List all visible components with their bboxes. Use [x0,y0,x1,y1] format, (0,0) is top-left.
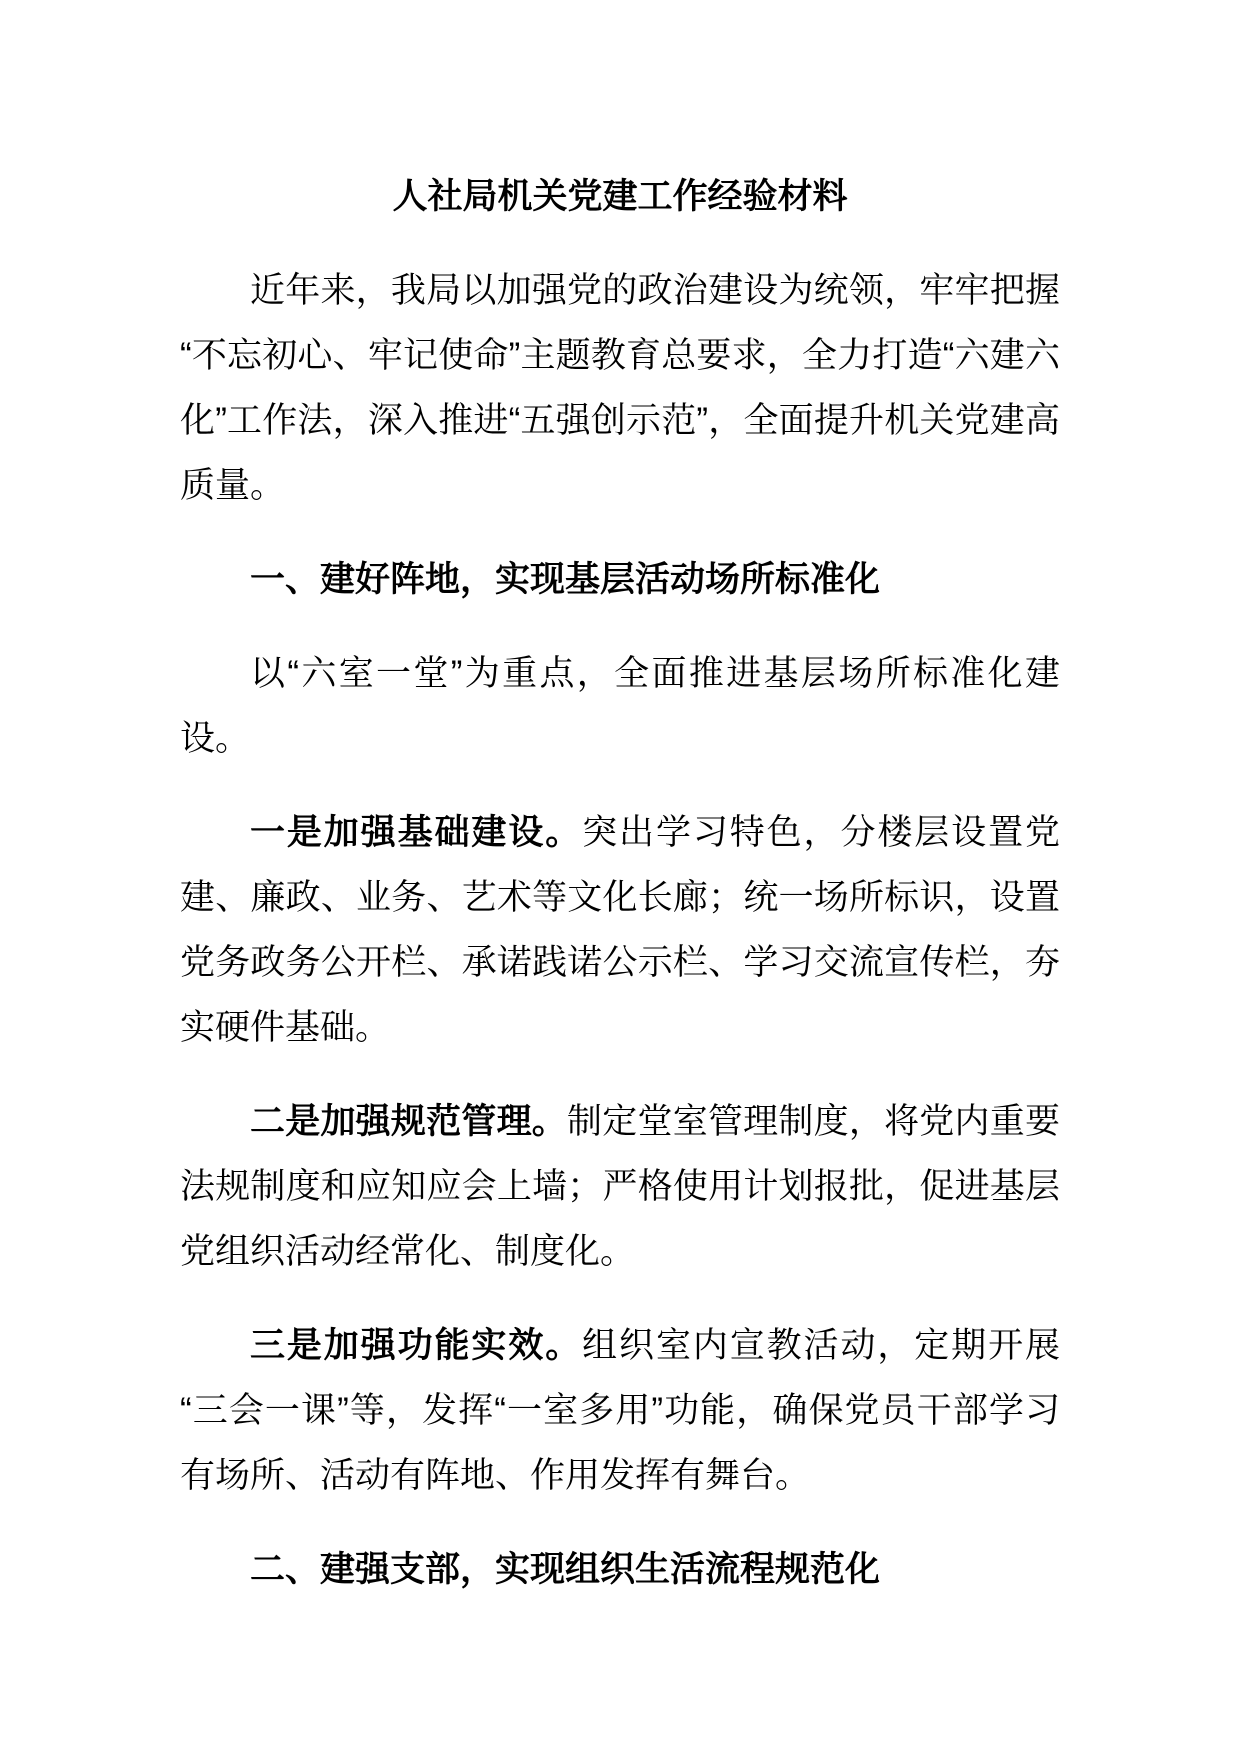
point-3-lead: 三是加强功能实效。 [250,1326,583,1365]
section-1-lead-paragraph: 以“六室一堂”为重点，全面推进基层场所标准化建设。 [180,654,1060,758]
point-paragraph-1 [180,800,1060,1060]
point-1-text: 突出学习特色，分楼层设置党建、廉政、业务、艺术等文化长廊；统一场所标识，设置党务政务公开栏、承诺践诺公示栏、学习交流宣传栏，夯实硬件基础。 [180,813,1060,1047]
section-2-heading: 二、建强支部，实现组织生活流程规范化 [250,1550,881,1589]
point-2-text: 制定堂室管理制度，将党内重要法规制度和应知应会上墙；严格使用计划报批，促进基层党组织活动经常化、制度化。 [180,1102,1060,1271]
point-paragraph-3 [180,1313,1060,1508]
section-1-heading: 一、建好阵地，实现基层活动场所标准化 [250,560,881,599]
point-2-lead: 二是加强规范管理。 [250,1102,568,1141]
point-3-text: 组织室内宣教活动，定期开展“三会一课”等，发挥“一室多用”功能，确保党员干部学习有场所、活动有阵地、作用发挥有舞台。 [180,1326,1060,1495]
intro-paragraph: 近年来，我局以加强党的政治建设为统领，牢牢把握“不忘初心、牢记使命”主题教育总要求，全力打造“六建六化”工作法，深入推进“五强创示范”，全面提升机关党建高质量。 [180,271,1060,505]
point-paragraph-2 [180,1089,1060,1284]
document-title: 人社局机关党建工作经验材料 [392,177,848,216]
point-1-lead: 一是加强基础建设。 [250,813,583,852]
